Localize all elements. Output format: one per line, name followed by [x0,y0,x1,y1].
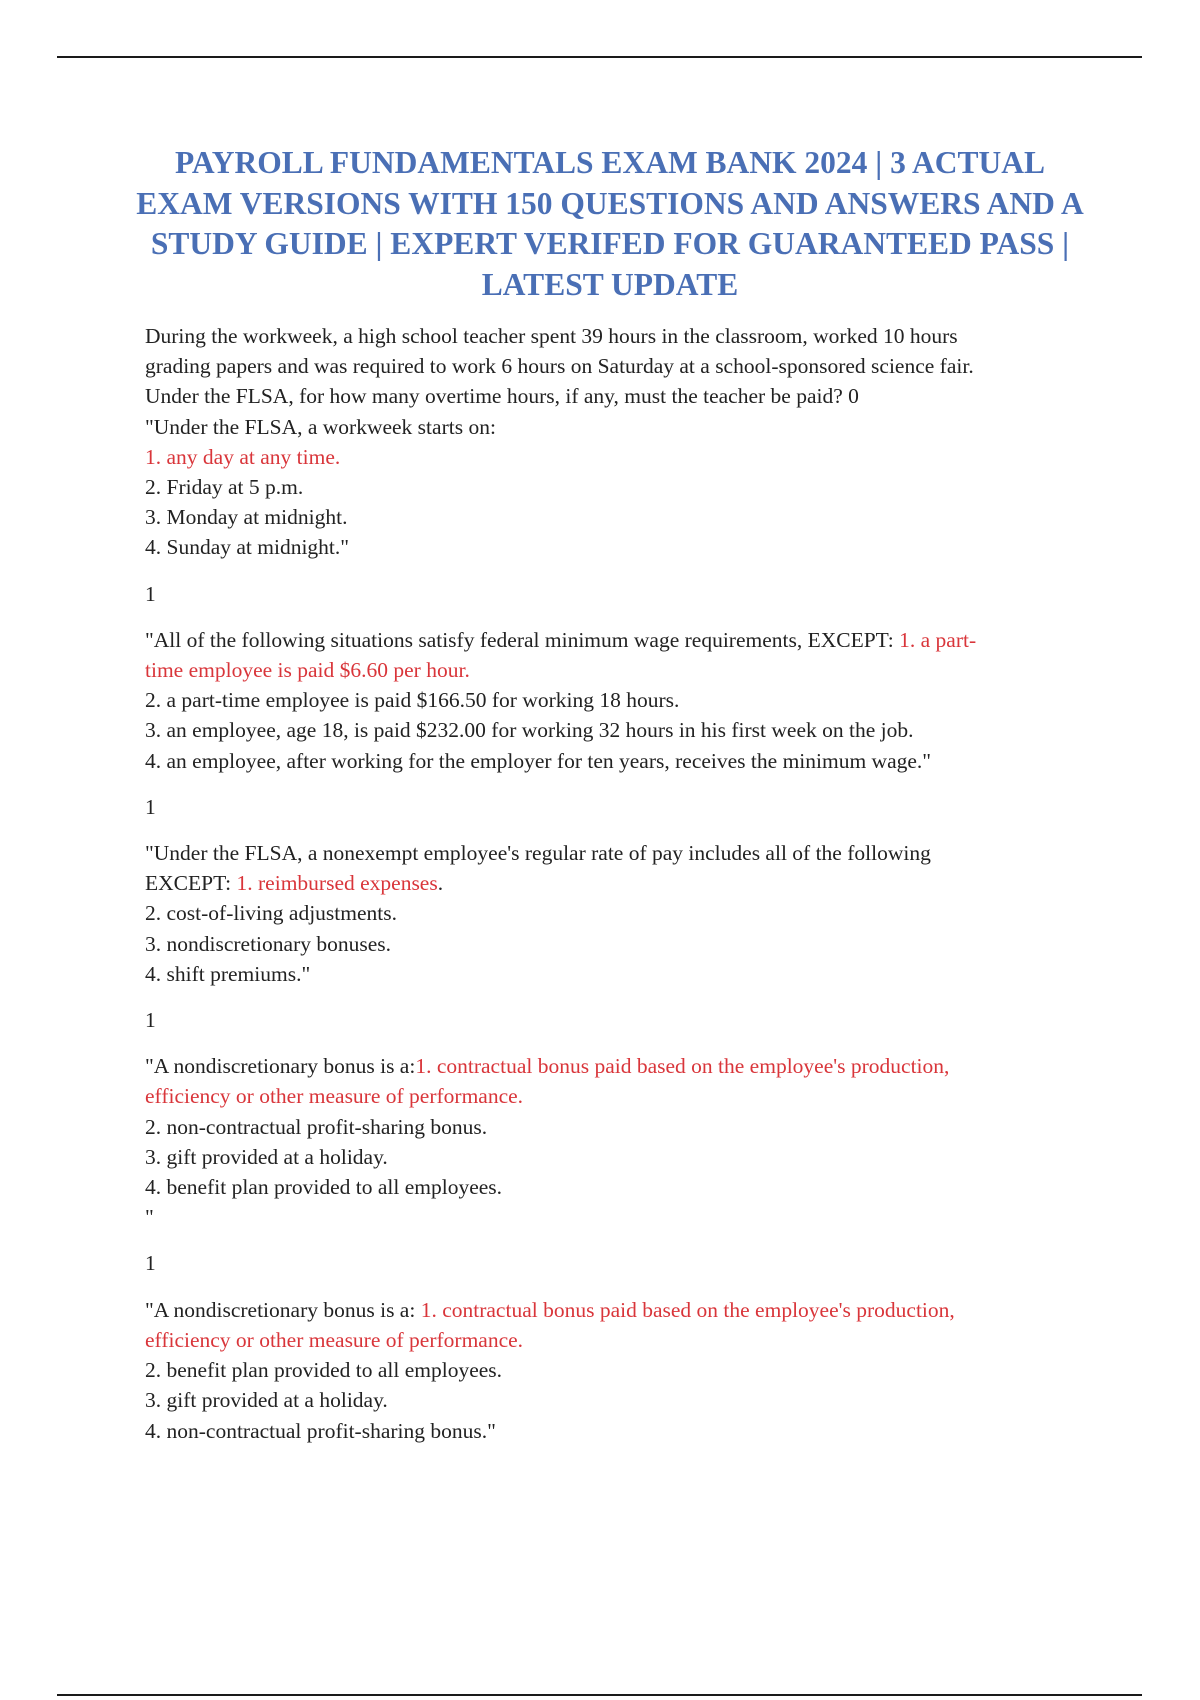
option: 3. gift provided at a holiday. [145,1144,388,1169]
answer-key: 1 [145,1008,156,1033]
question-stem-text: "A nondiscretionary bonus is a: [145,1054,416,1079]
correct-option: 1. contractual bonus paid based on the employee's production, [420,1297,955,1322]
bottom-rule [57,1694,1142,1696]
correct-option-continued: efficiency or other measure of performance. [145,1084,524,1109]
question-stem-text: "All of the following situations satisfy federal minimum wage requirements, EXCEPT: [145,627,900,652]
answer-key: 1 [145,581,156,606]
question-stem: "Under the FLSA, a nonexempt employee's regular rate of pay includes all of the following [145,841,931,866]
option: 4. an employee, after working for the employer for ten years, receives the minimum wage." [145,748,932,773]
option: 2. Friday at 5 p.m. [145,475,304,500]
correct-option-continued: time employee is paid $6.60 per hour. [145,658,470,683]
correct-option: 1. a part- [899,627,977,652]
question-stem: "Under the FLSA, a workweek starts on: [145,414,496,439]
option: 3. nondiscretionary bonuses. [145,931,392,956]
option: 3. an employee, age 18, is paid $232.00 for working 32 hours in his first week on the job. [145,718,914,743]
question-3 [145,838,1085,1051]
correct-option: 1. any day at any time. [145,444,341,469]
question-stem-continued [145,868,1085,898]
option: 2. a part-time employee is paid $166.50 for working 18 hours. [145,688,680,713]
top-rule [57,56,1142,58]
question-text-line: Under the FLSA, for how many overtime hours, if any, must the teacher be paid? 0 [145,384,859,409]
document-body [145,321,1085,1446]
option: 4. non-contractual profit-sharing bonus." [145,1418,496,1443]
option: 2. non-contractual profit-sharing bonus. [145,1114,488,1139]
answer-key: 1 [145,1251,156,1276]
answer-key: 1 [145,794,156,819]
question-stem-text: "A nondiscretionary bonus is a: [145,1297,421,1322]
question-stem-text: EXCEPT: [145,871,237,896]
option: 2. benefit plan provided to all employees. [145,1358,503,1383]
question-stem [145,1051,1085,1081]
question-text-line: grading papers and was required to work 6 hours on Saturday at a school-sponsored science fair. [145,354,974,379]
question-2 [145,625,1085,838]
question-1 [145,412,1085,625]
option: 3. Monday at midnight. [145,505,348,530]
question-5 [145,1295,1085,1446]
question-stem [145,1295,1085,1325]
question-0 [145,321,1085,412]
option: 4. Sunday at midnight." [145,535,350,560]
option: 4. shift premiums." [145,961,311,986]
option: 4. benefit plan provided to all employees. [145,1175,503,1200]
correct-option: 1. reimbursed expenses [236,871,438,896]
correct-option: 1. contractual bonus paid based on the employee's production, [415,1054,950,1079]
question-4 [145,1051,1085,1294]
option: 2. cost-of-living adjustments. [145,901,397,926]
punctuation: . [437,871,444,896]
question-stem [145,625,1085,655]
correct-option-continued: efficiency or other measure of performance. [145,1327,524,1352]
question-text-line: During the workweek, a high school teacher spent 39 hours in the classroom, worked 10 hours [145,324,958,348]
closing-quote: " [145,1205,154,1230]
option: 3. gift provided at a holiday. [145,1388,388,1413]
document-title: PAYROLL FUNDAMENTALS EXAM BANK 2024 | 3 ACTUAL EXAM VERSIONS WITH 150 QUESTIONS AND ANSWERS AND A STUDY GUIDE | EXPERT VERIFED FOR GUARANTEED PASS | LATEST UPDATE [136,145,1084,302]
